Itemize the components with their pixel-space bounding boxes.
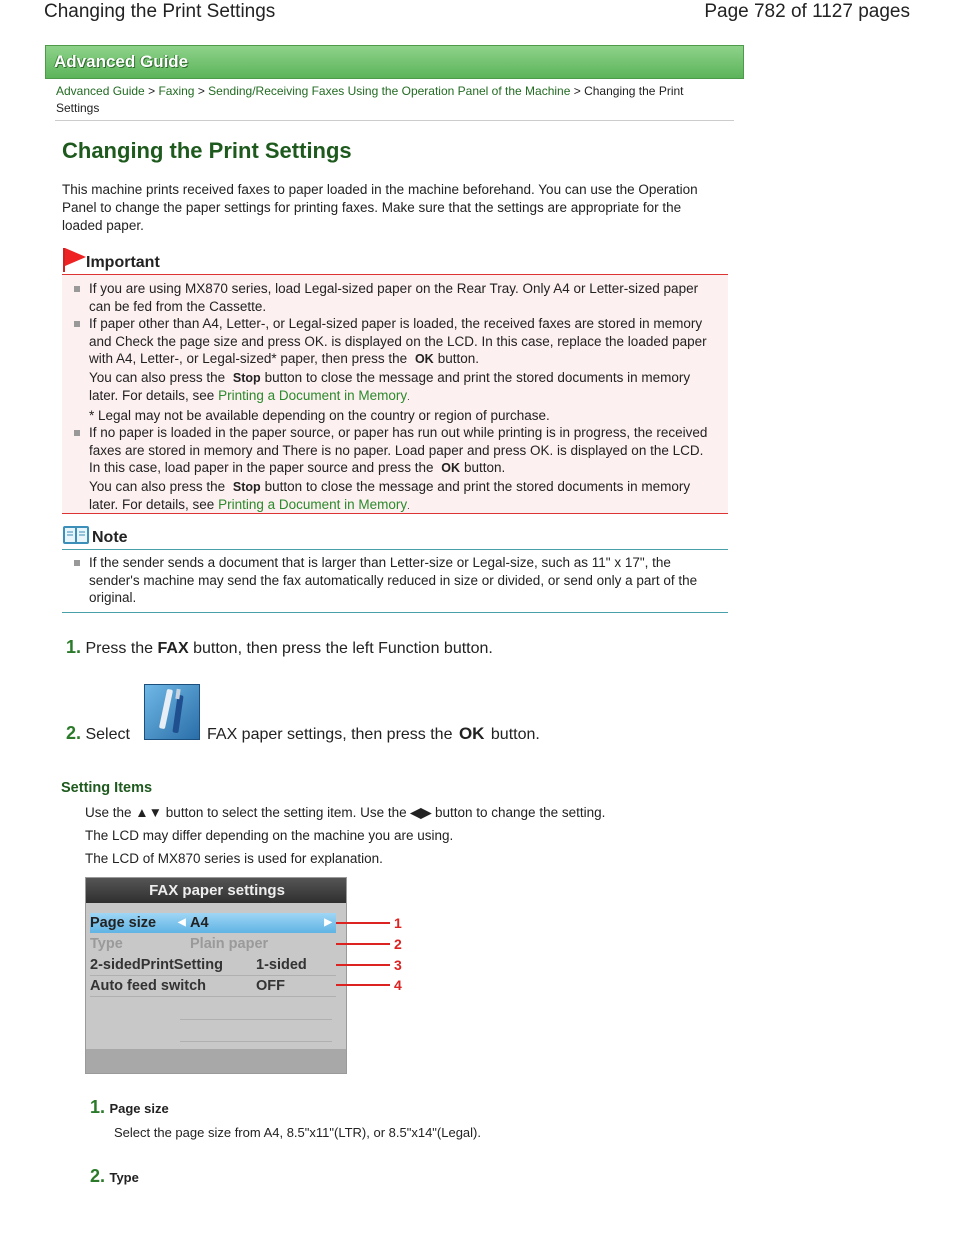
period: .: [407, 501, 410, 511]
book-icon: [62, 525, 90, 545]
step-2-continued: [207, 724, 540, 744]
callout-line: [336, 964, 390, 966]
breadcrumb-separator: >: [148, 84, 156, 98]
ok-button-label: OK: [458, 724, 485, 743]
note-label: Note: [92, 529, 128, 546]
item-page-size: [90, 1097, 169, 1118]
step-number: 1.: [66, 637, 82, 657]
lcd-screen: [85, 877, 347, 1074]
lcd-title: FAX paper settings: [86, 878, 347, 903]
instruction-text: button to change the setting.: [434, 805, 606, 820]
page-header-title: Changing the Print Settings: [44, 1, 276, 22]
list-item: [62, 424, 714, 516]
important-item-text: * Legal may not be available depending on the country or region of purchase.: [89, 407, 550, 423]
lcd-right-arrow-icon: ▶: [324, 917, 332, 928]
note-header: [62, 524, 728, 550]
lcd-row-label: Type: [90, 936, 123, 952]
instruction-text: button to select the setting item. Use the: [165, 805, 407, 820]
important-item-text: button.: [437, 351, 479, 366]
important-item-text: button.: [463, 460, 506, 475]
instruction-text: Use the: [85, 805, 132, 820]
breadcrumb-faxing[interactable]: Faxing: [158, 84, 195, 98]
important-item-text: If no paper is loaded in the paper source, or paper has run out while printing is in progress, the received faxes are stored in memory and There is no paper. Load paper and press OK. is displayed on the LCD. In this case, load paper in the paper source and press the: [89, 425, 708, 475]
callout-number: 3: [394, 957, 402, 973]
lcd-row-page-size: [90, 913, 336, 933]
left-right-arrows-icon: ◀▶: [410, 805, 432, 820]
step-text: button, then press the left Function button.: [193, 640, 493, 657]
lcd-row-label: Auto feed switch: [90, 978, 207, 994]
callout-line: [336, 984, 390, 986]
important-item-text: button to close the message and print the stored documents in memory later. For details, see: [89, 369, 691, 403]
period: .: [407, 392, 410, 402]
note-box: [62, 549, 728, 613]
item-description: Select the page size from A4, 8.5"x11"(LTR), or 8.5"x14"(Legal).: [114, 1125, 481, 1140]
callout-line: [336, 922, 390, 924]
lcd-row-label: Page size: [90, 915, 157, 931]
lcd-differ-note: The LCD may differ depending on the machine you are using.: [85, 828, 454, 843]
step-text: Press the: [85, 640, 154, 657]
callout-line: [336, 943, 390, 945]
step-text: Select: [85, 726, 130, 743]
printing-document-in-memory-link[interactable]: Printing a Document in Memory: [218, 388, 408, 403]
lcd-row-auto-feed: [90, 976, 336, 997]
printing-document-in-memory-link[interactable]: Printing a Document in Memory: [218, 497, 408, 512]
list-item: [62, 280, 714, 315]
tools-settings-icon: [144, 684, 200, 740]
up-down-arrows-icon: ▲▼: [135, 805, 163, 820]
lcd-row-value: A4: [190, 915, 209, 931]
setting-items-heading: Setting Items: [61, 780, 153, 796]
setting-instruction-line: [85, 804, 605, 822]
lcd-row-value: Plain paper: [190, 936, 269, 952]
lcd-row-2-sided: [90, 955, 336, 976]
list-item: [62, 315, 714, 424]
step-text: button.: [490, 726, 540, 743]
stop-button-label: Stop: [232, 370, 261, 385]
breadcrumb-current: Changing the Print Settings: [56, 84, 684, 115]
important-item-text: If you are using MX870 series, load Legal-sized paper on the Rear Tray. Only A4 or Letter-sized paper can be fed from the Cassette.: [89, 281, 699, 314]
list-item: [62, 554, 714, 607]
step-text: FAX paper settings, then press the: [207, 726, 453, 743]
breadcrumb-advanced-guide[interactable]: Advanced Guide: [56, 84, 145, 98]
breadcrumb-divider: [55, 120, 734, 121]
step-1: [66, 637, 493, 658]
page-number: Page 782 of 1127 pages: [704, 1, 910, 22]
stop-button-label: Stop: [232, 479, 261, 494]
item-number: 2.: [90, 1166, 106, 1186]
note-item-text: If the sender sends a document that is larger than Letter-size or Legal-size, such as 11" x 17", the sender's machine may send the fax automatically reduced in size or divided, or send only a part of the original.: [89, 555, 698, 605]
breadcrumb-separator: >: [197, 84, 205, 98]
callout-number: 4: [394, 977, 402, 993]
lcd-footer-bar: [86, 1049, 347, 1073]
breadcrumb-separator: >: [573, 84, 581, 98]
advanced-guide-banner: [45, 45, 744, 79]
breadcrumb-sending-receiving[interactable]: Sending/Receiving Faxes Using the Operation Panel of the Machine: [208, 84, 571, 98]
important-item-text: You can also press the: [89, 369, 226, 385]
item-title: Page size: [109, 1101, 169, 1116]
step-number: 2.: [66, 723, 82, 743]
important-header: [62, 247, 728, 275]
lcd-empty-row-line: [180, 1019, 332, 1020]
item-type: [90, 1166, 139, 1187]
red-flag-icon: [62, 248, 86, 272]
lcd-empty-row-line: [180, 1041, 332, 1042]
lcd-model-note: The LCD of MX870 series is used for explanation.: [85, 851, 383, 866]
callout-number: 1: [394, 915, 402, 931]
breadcrumb: [56, 83, 726, 117]
lcd-row-value: 1-sided: [256, 957, 307, 973]
ok-button-label: OK: [441, 461, 460, 475]
step-2: [66, 723, 130, 744]
ok-button-label: OK: [414, 352, 434, 366]
callout-number: 2: [394, 936, 402, 952]
important-item-text: If paper other than A4, Letter-, or Legal-sized paper is loaded, the received faxes are stored in memory and Check the page size and press OK. is displayed on the LCD. In this case, replace the loaded paper with A4, Letter-, or Legal-sized* paper, then press the: [89, 316, 707, 366]
item-title: Type: [109, 1170, 139, 1185]
lcd-row-type: [90, 934, 336, 954]
banner-label: Advanced Guide: [54, 52, 189, 71]
important-box: [62, 275, 728, 514]
item-number: 1.: [90, 1097, 106, 1117]
lcd-row-value: OFF: [256, 978, 285, 994]
page-title: Changing the Print Settings: [62, 138, 352, 163]
important-item-text: button to close the message and print the stored documents in memory later. For details, see: [89, 478, 691, 512]
intro-paragraph: This machine prints received faxes to paper loaded in the machine beforehand. You can use the Operation Panel to change the paper settings for printing faxes. Make sure that the settings are appropriate for the loaded paper.: [62, 182, 698, 233]
lcd-left-arrow-icon: ◀: [178, 917, 186, 928]
important-item-text: You can also press the: [89, 478, 226, 494]
fax-button-label: FAX: [157, 640, 189, 657]
important-label: Important: [86, 254, 160, 271]
lcd-row-label: 2-sidedPrintSetting: [90, 957, 223, 973]
